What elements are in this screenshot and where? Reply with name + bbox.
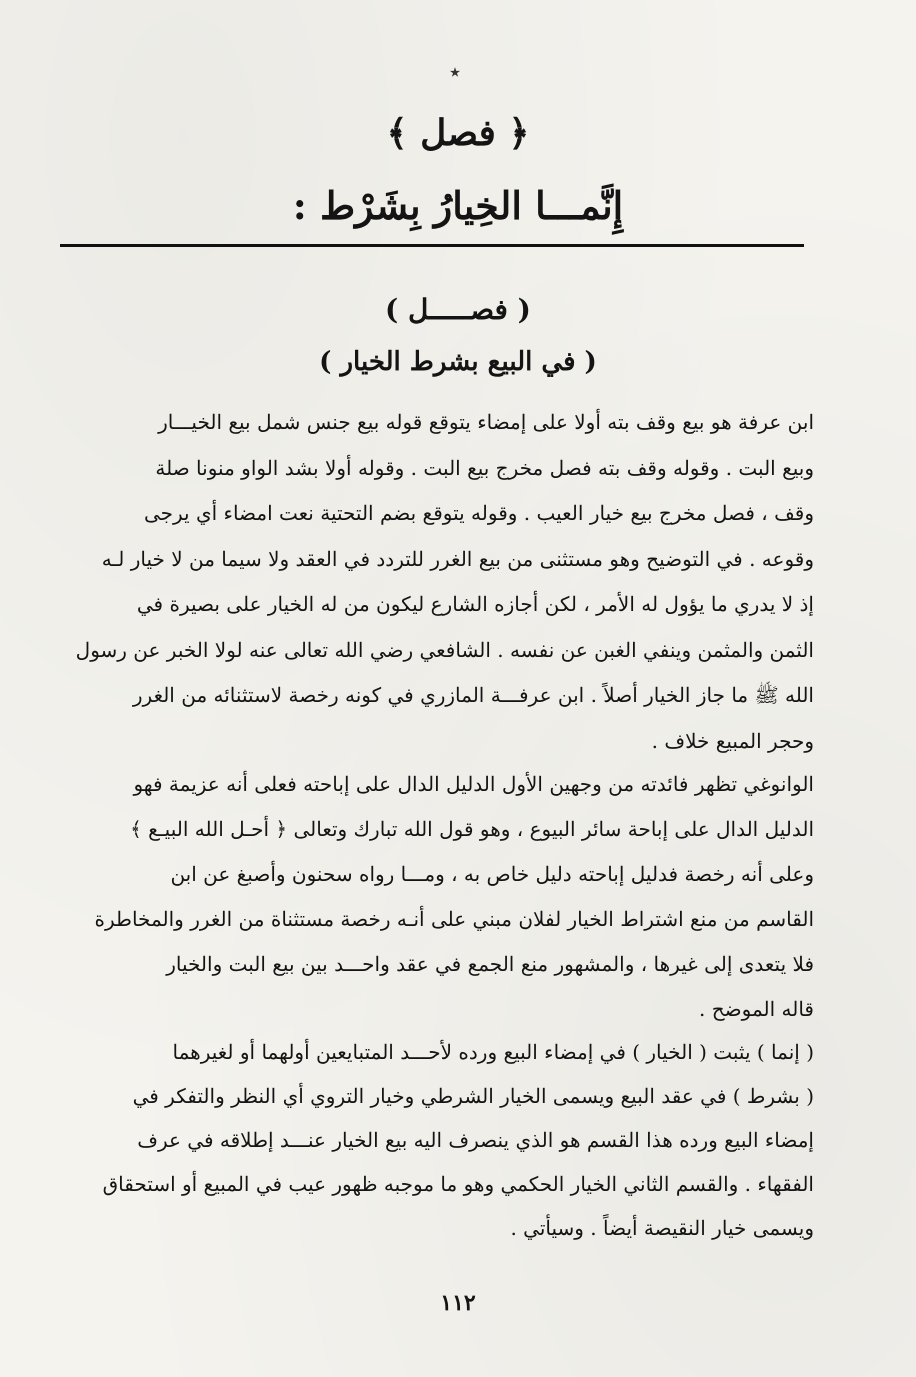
text-line: وحجر المبيع خلاف . [651,728,814,753]
page-number: ١١٢ [440,1290,476,1316]
text-line: وبيع البت . وقوله وقف بته فصل مخرج بيع البت . وقوله أولا بشد الواو منونا صلة [155,455,814,480]
text-line: الله ﷺ ما جاز الخيار أصلاً . ابن عرفـــة المازري في كونه رخصة لاستثنائه من الغرر [132,683,814,707]
chapter-title: ﴿ فصل ﴾ [386,112,530,154]
text-line: الدليل الدال على إباحة سائر البيوع ، وهو قول الله تبارك وتعالى ﴿ أحـل الله البيـع ﴾ [130,817,814,841]
chapter-subtitle: إِنَّمـــا الخِيارُ بِشَرْط : [292,183,624,228]
text-line: ويسمى خيار النقيصة أيضاً . وسيأتي . [510,1216,814,1240]
section-subtitle: ( في البيع بشرط الخيار ) [319,347,597,377]
text-line: القاسم من منع اشتراط الخيار لفلان مبني على أنـه رخصة مستثناة من الغرر والمخاطرة [94,907,814,931]
text-line: فلا يتعدى إلى غيرها ، والمشهور منع الجمع في عقد واحـــد بين بيع البت والخيار [166,952,814,976]
horizontal-divider [60,244,804,247]
text-line: قاله الموضح . [699,997,814,1021]
paragraph-commentary [68,1030,814,1250]
paragraph-wanoughi [68,762,814,1032]
text-line: ابن عرفة هو بيع وقف بته أولا على إمضاء يتوقع قوله بيع جنس شمل بيع الخيـــار [158,410,814,434]
ornament-mark: ٭ [449,60,461,85]
text-line: وعلى أنه رخصة فدليل إباحته دليل خاص به ، ومـــا رواه سحنون وأصبغ عن ابن [170,862,814,886]
paragraph-definition [68,400,814,764]
text-line: إذ لا يدري ما يؤول له الأمر ، لكن أجازه الشارع ليكون من له الخيار على بصيرة في [136,592,814,616]
text-line: ( بشرط ) في عقد البيع ويسمى الخيار الشرطي وخيار التروي أي النظر والتفكر في [132,1084,814,1108]
text-line: وقف ، فصل مخرج بيع خيار العيب . وقوله يتوقع بضم التحتية نعت امضاء أي يرجى [143,501,814,525]
text-line: إمضاء البيع ورده هذا القسم هو الذي ينصرف اليه بيع الخيار عنـــد إطلاقه في عرف [137,1128,814,1152]
text-line: الثمن والمثمن وينفي الغبن عن نفسه . الشافعي رضي الله تعالى عنه لولا الخبر عن رسول [75,637,814,662]
text-line: الوانوغي تظهر فائدته من وجهين الأول الدليل الدال على إباحته فعلى أنه عزيمة فهو [133,772,814,796]
text-line: ( إنما ) يثبت ( الخيار ) في إمضاء البيع ورده لأحـــد المتبايعين أولهما أو لغيرهما [172,1040,814,1064]
section-title: ( فصـــــل ) [385,293,531,326]
text-line: وقوعه . في التوضيح وهو مستثنى من بيع الغرر للتردد في العقد ولا سيما من لا خيار لـه [101,546,814,571]
text-line: الفقهاء . والقسم الثاني الخيار الحكمي وهو ما موجبه ظهور عيب في المبيع أو استحقاق [102,1172,814,1196]
